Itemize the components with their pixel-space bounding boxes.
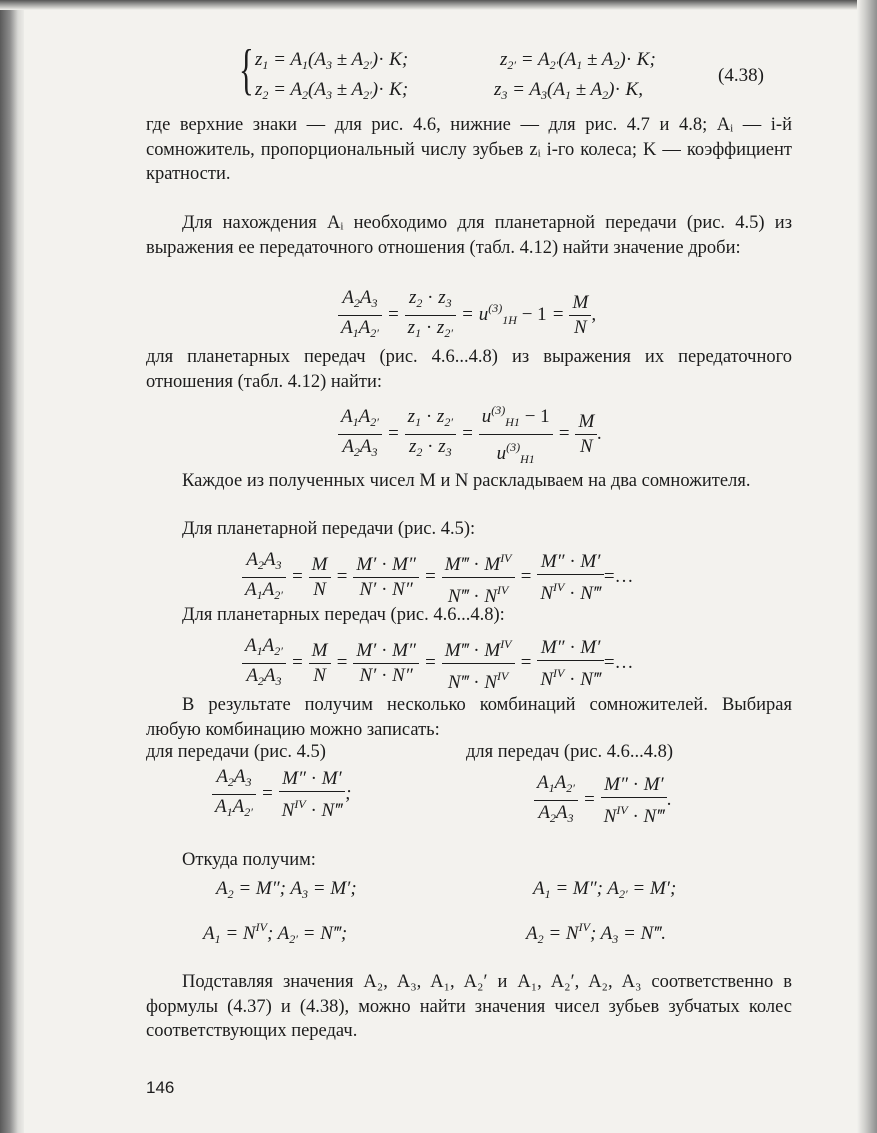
paragraph-2: Для нахождения Aᵢ необходимо для планетарной передачи (рис. 4.5) из выражения ее передаточного отношения (табл. 4.12) найти значение дроби: [146,213,792,258]
eq-z2: $z_2 = A_2(A_3 \pm A_{2'})\cdot K$; [255,79,409,102]
paragraph-1: где верхние знаки — для рис. 4.6, нижние — для рис. 4.7 и 4.8; Aᵢ — i-й сомножитель, пропорциональный числу зубьев zᵢ i-го колеса; K — коэффициент кратности. [146,115,792,184]
eq-z3: $z_3 = A_3(A_1 \pm A_2)\cdot K$, [494,79,643,102]
page-number: 146 [146,1078,175,1097]
paragraph-6: Подставляя значения A₂, A₃, A₁, A₂′ и A₁, A₂′, A₂, A₃ соответственно в формулы (4.37) и (4.38), можно найти значения чисел зубьев зубчатых колес соответствующих передач. [146,972,792,1041]
formula-choice-planetary: $\frac{A_2A_3}{A_1A_{2'}}$ = $\frac{M'' \cdot M'}{N^{IV} \cdot N‴}$ ; [212,765,352,824]
paragraph-4: Каждое из полученных чисел M и N раскладываем на два сомножителя. [182,471,751,491]
right-column-label: для передач (рис. 4.6...4.8) [466,742,673,762]
result-left-1: $A_2 = M''$; $A_3 = M'$; [216,878,357,901]
formula-factors-planetary-multi: $\frac{A_1A_{2'}}{A_2A_3}$ = $\frac{M}{N}$ = $\frac{M' \cdot M''}{N' \cdot N''}$ = $\frac{M‴ \cdot M^{IV}}{N‴ \cdot N^{IV}}$ = $\frac{M'' \cdot M'}{N^{IV} \cdot N‴}$ =… [242,632,634,695]
paragraph-5: В результате получим несколько комбинаций сомножителей. Выбирая любую комбинацию можно записать: [146,695,792,740]
result-right-1: $A_1 = M''$; $A_{2'} = M'$; [533,878,677,901]
left-brace: { [239,39,254,101]
page-right-shadow [857,0,877,1133]
book-binding-shadow [0,0,24,1133]
formula-ratio-planetary-multi: $\frac{A_1A_{2'}}{A_2A_3}$ = $\frac{z_1 \cdot z_{2'}}{z_2 \cdot z_3}$ = $\frac{u^{(3)}_{H1} - 1}{u^{(3)}_{H1}}$ = $\frac{M}{N}$ . [338,398,602,471]
planetary-label: Для планетарной передачи (рис. 4.5): [182,519,476,539]
eq-z2prime: $z_{2'} = A_{2'}(A_1 \pm A_2)\cdot K$; [500,49,656,72]
formula-ratio-planetary: $\frac{A_2A_3}{A_1A_{2'}}$ = $\frac{z_2 \cdot z_3}{z_1 \cdot z_{2'}}$ = $u^{(3)}_{1H} - 1$ = $\frac{M}{N}$ , [338,286,596,345]
formula-factors-planetary: $\frac{A_2A_3}{A_1A_{2'}}$ = $\frac{M}{N}$ = $\frac{M' \cdot M''}{N' \cdot N''}$ = $\frac{M‴ \cdot M^{IV}}{N‴ \cdot N^{IV}}$ = $\frac{M'' \cdot M'}{N^{IV} \cdot N‴}$ =… [242,546,634,609]
page-top-shadow [0,0,877,10]
left-column-label: для передачи (рис. 4.5) [146,742,326,762]
eq-z1: $z_1 = A_1(A_3 \pm A_{2'})\cdot K$; [255,49,409,72]
result-right-2: $A_2 = N^{IV}$; $A_3$ = N‴. [526,920,667,946]
planetary-multi-label: Для планетарных передач (рис. 4.6...4.8): [182,605,505,625]
equation-number: (4.38) [718,65,764,86]
paragraph-3: для планетарных передач (рис. 4.6...4.8) из выражения их передаточного отношения (табл. 4.12) найти: [146,347,792,392]
whence-label: Откуда получим: [182,850,316,870]
result-left-2: $A_1 = N^{IV}$; $A_{2'}$ = N‴; [203,920,348,946]
formula-choice-planetary-multi: $\frac{A_1A_{2'}}{A_2A_3}$ = $\frac{M'' \cdot M'}{N^{IV} \cdot N‴}$ . [534,771,672,830]
